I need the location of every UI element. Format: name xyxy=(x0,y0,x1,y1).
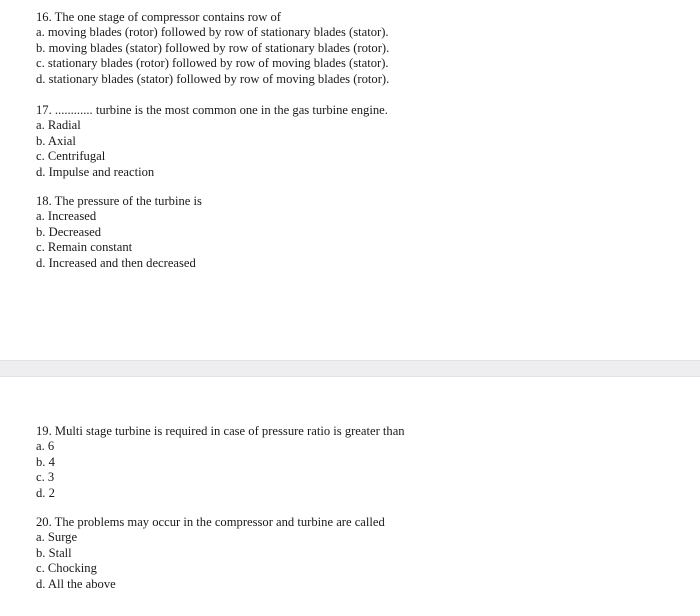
option-d: d. Increased and then decreased xyxy=(36,255,196,270)
question-16 xyxy=(36,10,676,87)
option-b: b. Axial xyxy=(36,133,76,148)
option-a: a. moving blades (rotor) followed by row of stationary blades (stator). xyxy=(36,25,389,40)
question-17 xyxy=(36,103,676,180)
option-c: c. 3 xyxy=(36,470,55,485)
question-text: 17. ............ turbine is the most common one in the gas turbine engine. xyxy=(36,103,388,117)
option-b: b. Stall xyxy=(36,545,72,560)
question-text: 16. The one stage of compressor contains row of xyxy=(36,10,281,24)
question-19 xyxy=(36,424,676,501)
option-a: a. Surge xyxy=(36,530,78,545)
option-a: a. 6 xyxy=(36,439,55,454)
option-b: b. Decreased xyxy=(36,224,102,239)
option-d: d. Impulse and reaction xyxy=(36,164,155,179)
option-c: c. Centrifugal xyxy=(36,149,106,164)
option-a: a. Radial xyxy=(36,118,81,133)
option-d: d. stationary blades (stator) followed by row of moving blades (rotor). xyxy=(36,71,390,86)
option-d: d. 2 xyxy=(36,485,55,500)
document-page-bottom xyxy=(0,377,700,616)
question-text: 19. Multi stage turbine is required in case of pressure ratio is greater than xyxy=(36,424,405,438)
option-c: c. Remain constant xyxy=(36,240,133,255)
option-c: c. stationary blades (rotor) followed by row of moving blades (stator). xyxy=(36,56,389,71)
option-b: b. 4 xyxy=(36,454,55,469)
option-d: d. All the above xyxy=(36,576,116,591)
question-text: 18. The pressure of the turbine is xyxy=(36,194,202,208)
option-a: a. Increased xyxy=(36,209,97,224)
question-18 xyxy=(36,194,676,271)
question-20 xyxy=(36,515,676,592)
option-c: c. Chocking xyxy=(36,561,97,576)
question-text: 20. The problems may occur in the compressor and turbine are called xyxy=(36,515,385,529)
page-separator xyxy=(0,360,700,377)
option-b: b. moving blades (stator) followed by row of stationary blades (rotor). xyxy=(36,40,390,55)
